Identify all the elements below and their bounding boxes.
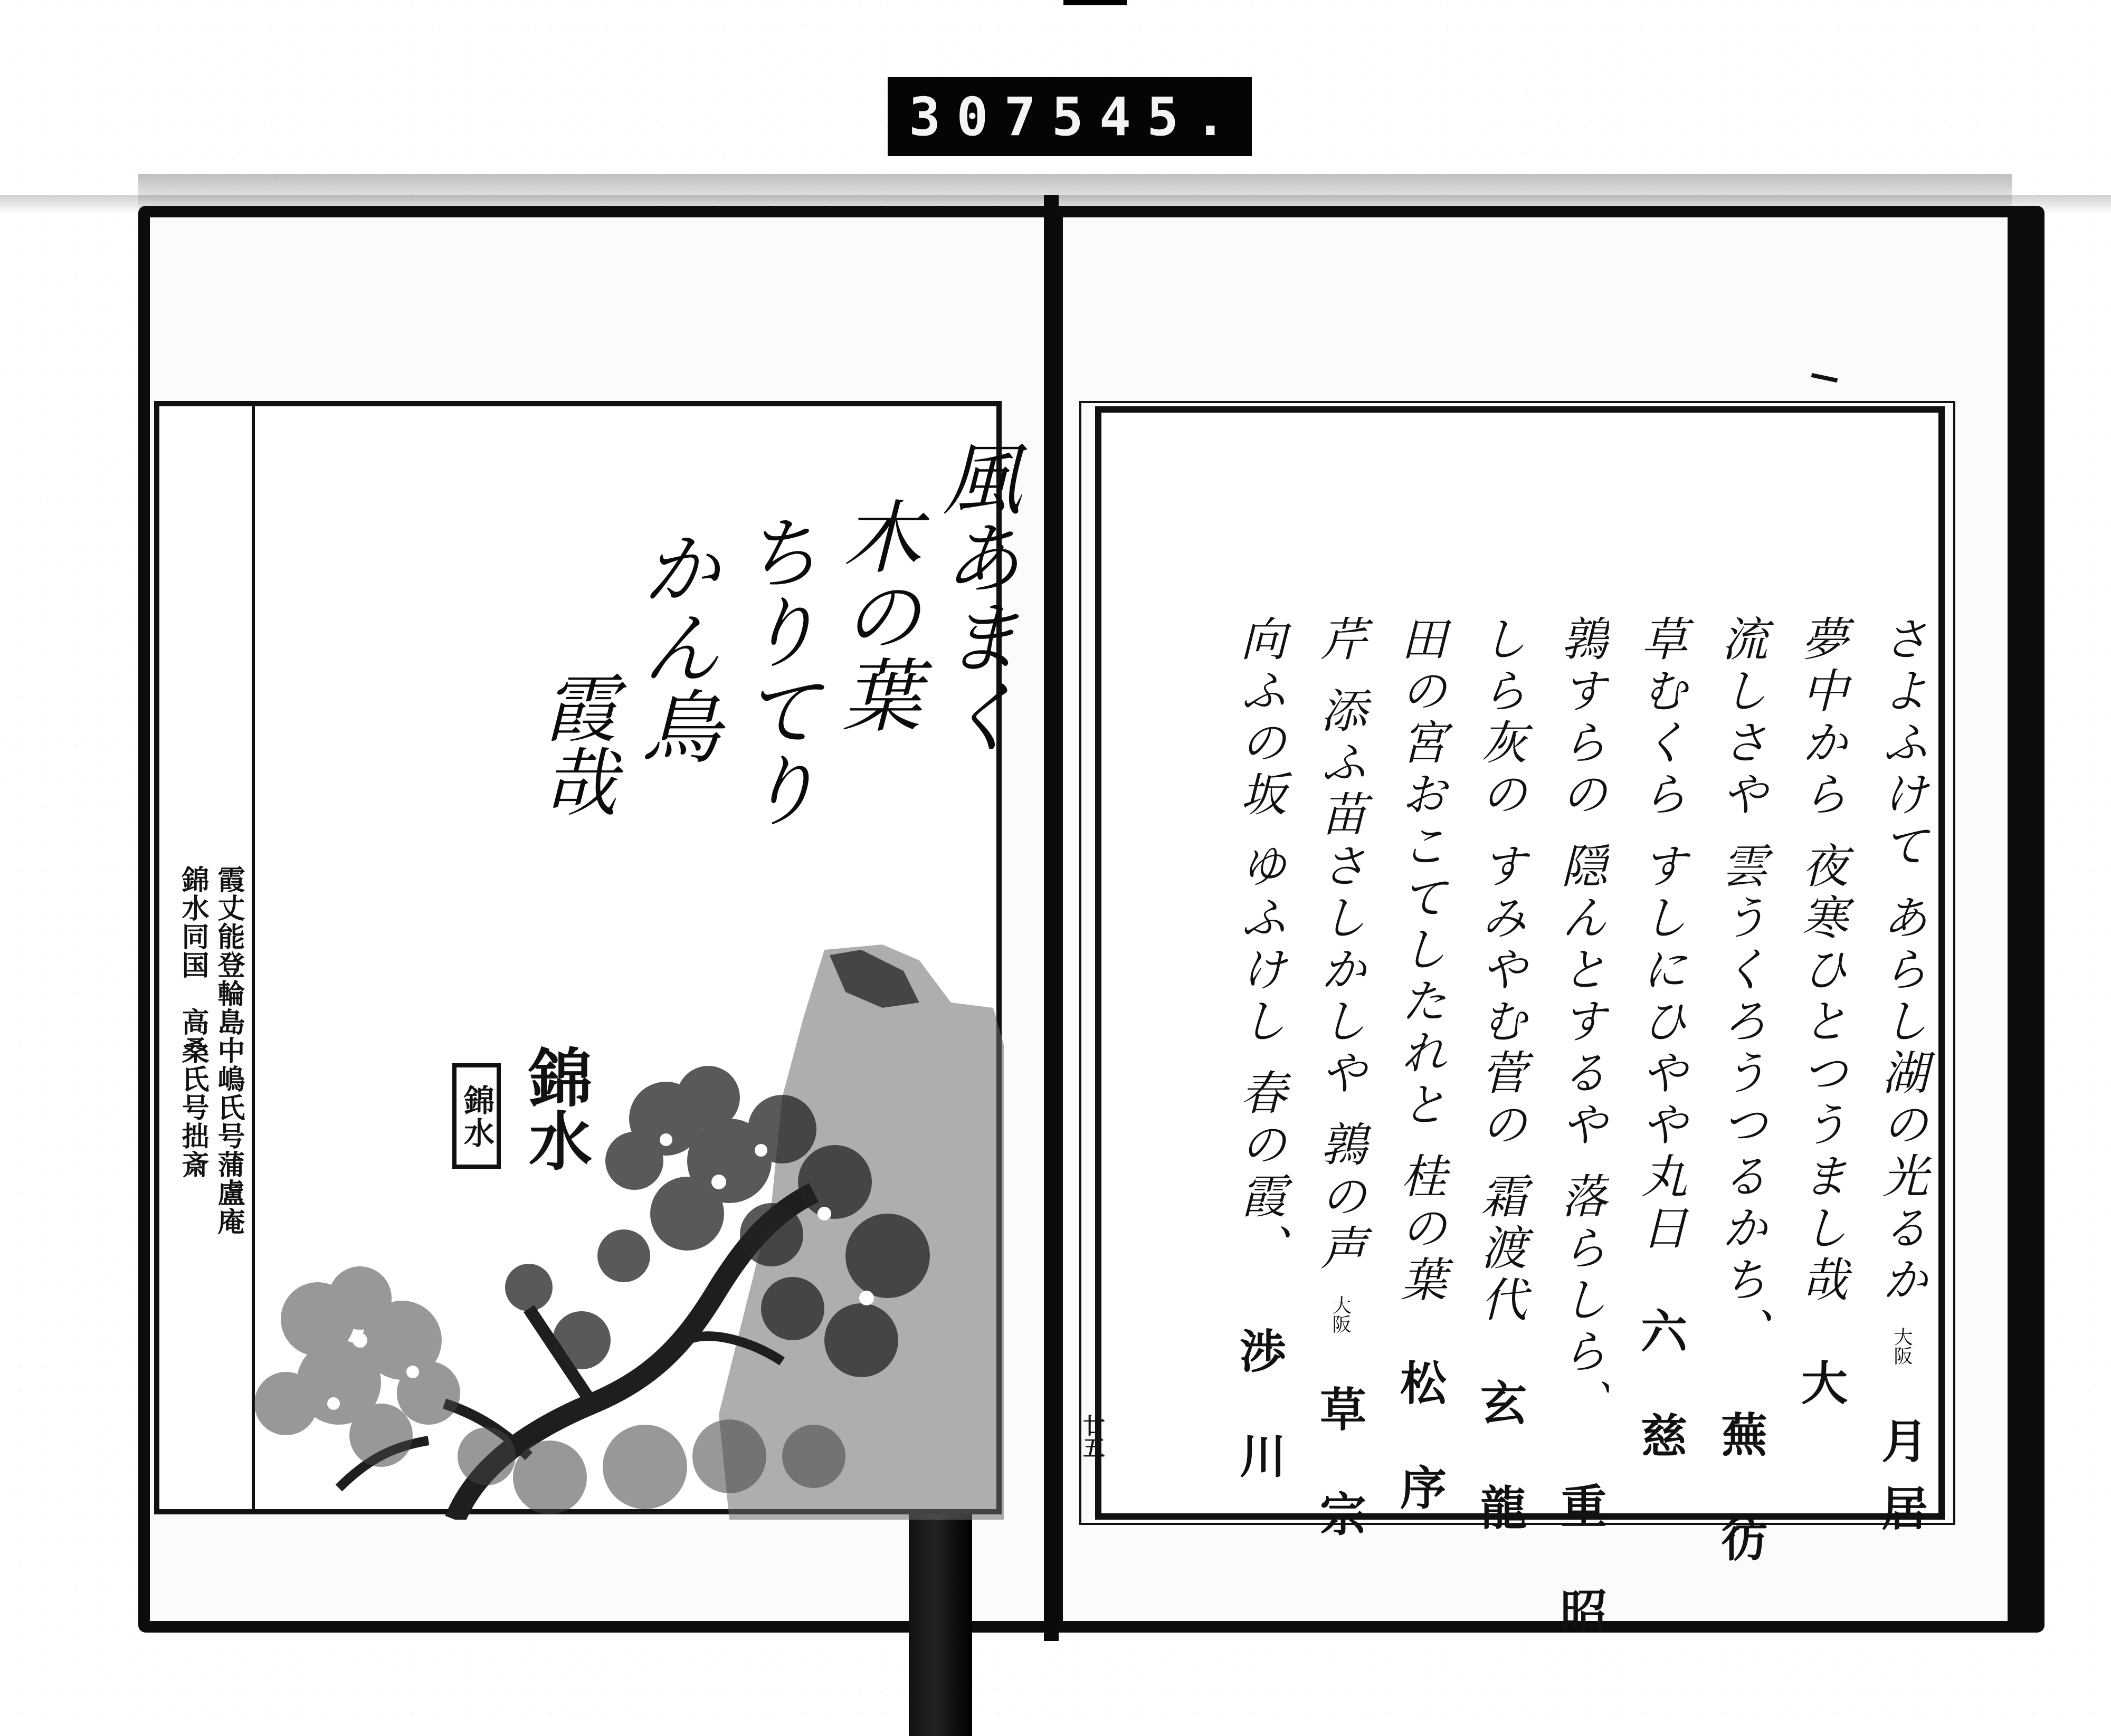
verse-column <box>1786 615 1857 1426</box>
verse-text: 夢中から 夜寒ひとつうまし哉 <box>1794 615 1849 1307</box>
folio-number: 廿五 <box>1080 1414 1106 1458</box>
verse-text: 鶉すらの 隠んとするや 落らしら、 <box>1554 615 1608 1430</box>
frame-number-panel <box>888 77 1252 156</box>
verse-column <box>1224 615 1295 1500</box>
verse-column <box>1866 615 1937 1552</box>
verse-poet: 玄 龍 <box>1473 1378 1528 1551</box>
verse-poet: 草 宗 <box>1313 1385 1367 1558</box>
film-edge-mark <box>1063 0 1127 5</box>
frame-number-left: 307 <box>909 85 1052 148</box>
verse-text: 草むくら すしにひやや丸日 <box>1634 615 1688 1255</box>
verse-place: 大阪 <box>1329 1295 1351 1333</box>
hokku-line: 木の葉 <box>829 496 920 733</box>
seal-char: 水 <box>459 1117 495 1148</box>
verse-text: 田の宮おこてしたれと 桂の葉 <box>1393 615 1448 1307</box>
verse-place: 大阪 <box>1891 1327 1913 1365</box>
verse-column <box>1465 615 1536 1551</box>
colophon <box>177 865 245 1277</box>
author-signature: 錦水 <box>518 1045 593 1171</box>
verse-text: 向ふの坂 ゆふけし 春の霞、 <box>1233 615 1287 1275</box>
hokku-line: 霞哉 <box>531 670 617 818</box>
hokku-line: かん鳥 <box>628 528 720 765</box>
frame-number-right: 545. <box>1051 85 1242 148</box>
verse-column <box>1625 615 1696 1480</box>
verse-column <box>1706 615 1776 1583</box>
verse-text: 流しさや 雲うくろうつるかち、 <box>1714 615 1768 1359</box>
seal-char: 錦 <box>459 1084 495 1115</box>
verse-column <box>1385 615 1456 1531</box>
hokku-line: ちりてり <box>728 512 820 828</box>
verse-poet: 月居 <box>1874 1416 1929 1552</box>
left-page <box>154 401 1021 1514</box>
verse-poet: 重 昭 <box>1553 1482 1608 1655</box>
verse-poet: 蕪 彷 <box>1714 1410 1768 1583</box>
verse-text: 芹 添ふ苗さしかしや 鶉の声 <box>1313 615 1367 1275</box>
verse-poet: 大 <box>1794 1358 1849 1426</box>
colophon-line: 錦水同国 高桑氏号拙斎 <box>177 865 209 1179</box>
book-gutter <box>1044 195 1059 1641</box>
verse-poet: 渉 川 <box>1232 1327 1287 1500</box>
haikai-verses <box>1124 615 1937 1655</box>
verse-poet: 松 序 <box>1393 1358 1448 1531</box>
verse-text: しら灰の すみやむ菅の 霜渡代 <box>1473 615 1528 1327</box>
hokku-line: 風あまく <box>929 438 1021 755</box>
colophon-line: 霞丈能登輪島中嶋氏号蒲盧庵 <box>213 865 245 1236</box>
verse-poet: 六 慈 <box>1633 1306 1688 1480</box>
hokku-calligraphy <box>434 438 1021 913</box>
verse-text: さよふけて あらし湖の光るか <box>1875 615 1929 1307</box>
landscape-illustration <box>254 939 1004 1520</box>
verse-column <box>1305 615 1375 1558</box>
verse-column <box>1545 615 1616 1655</box>
